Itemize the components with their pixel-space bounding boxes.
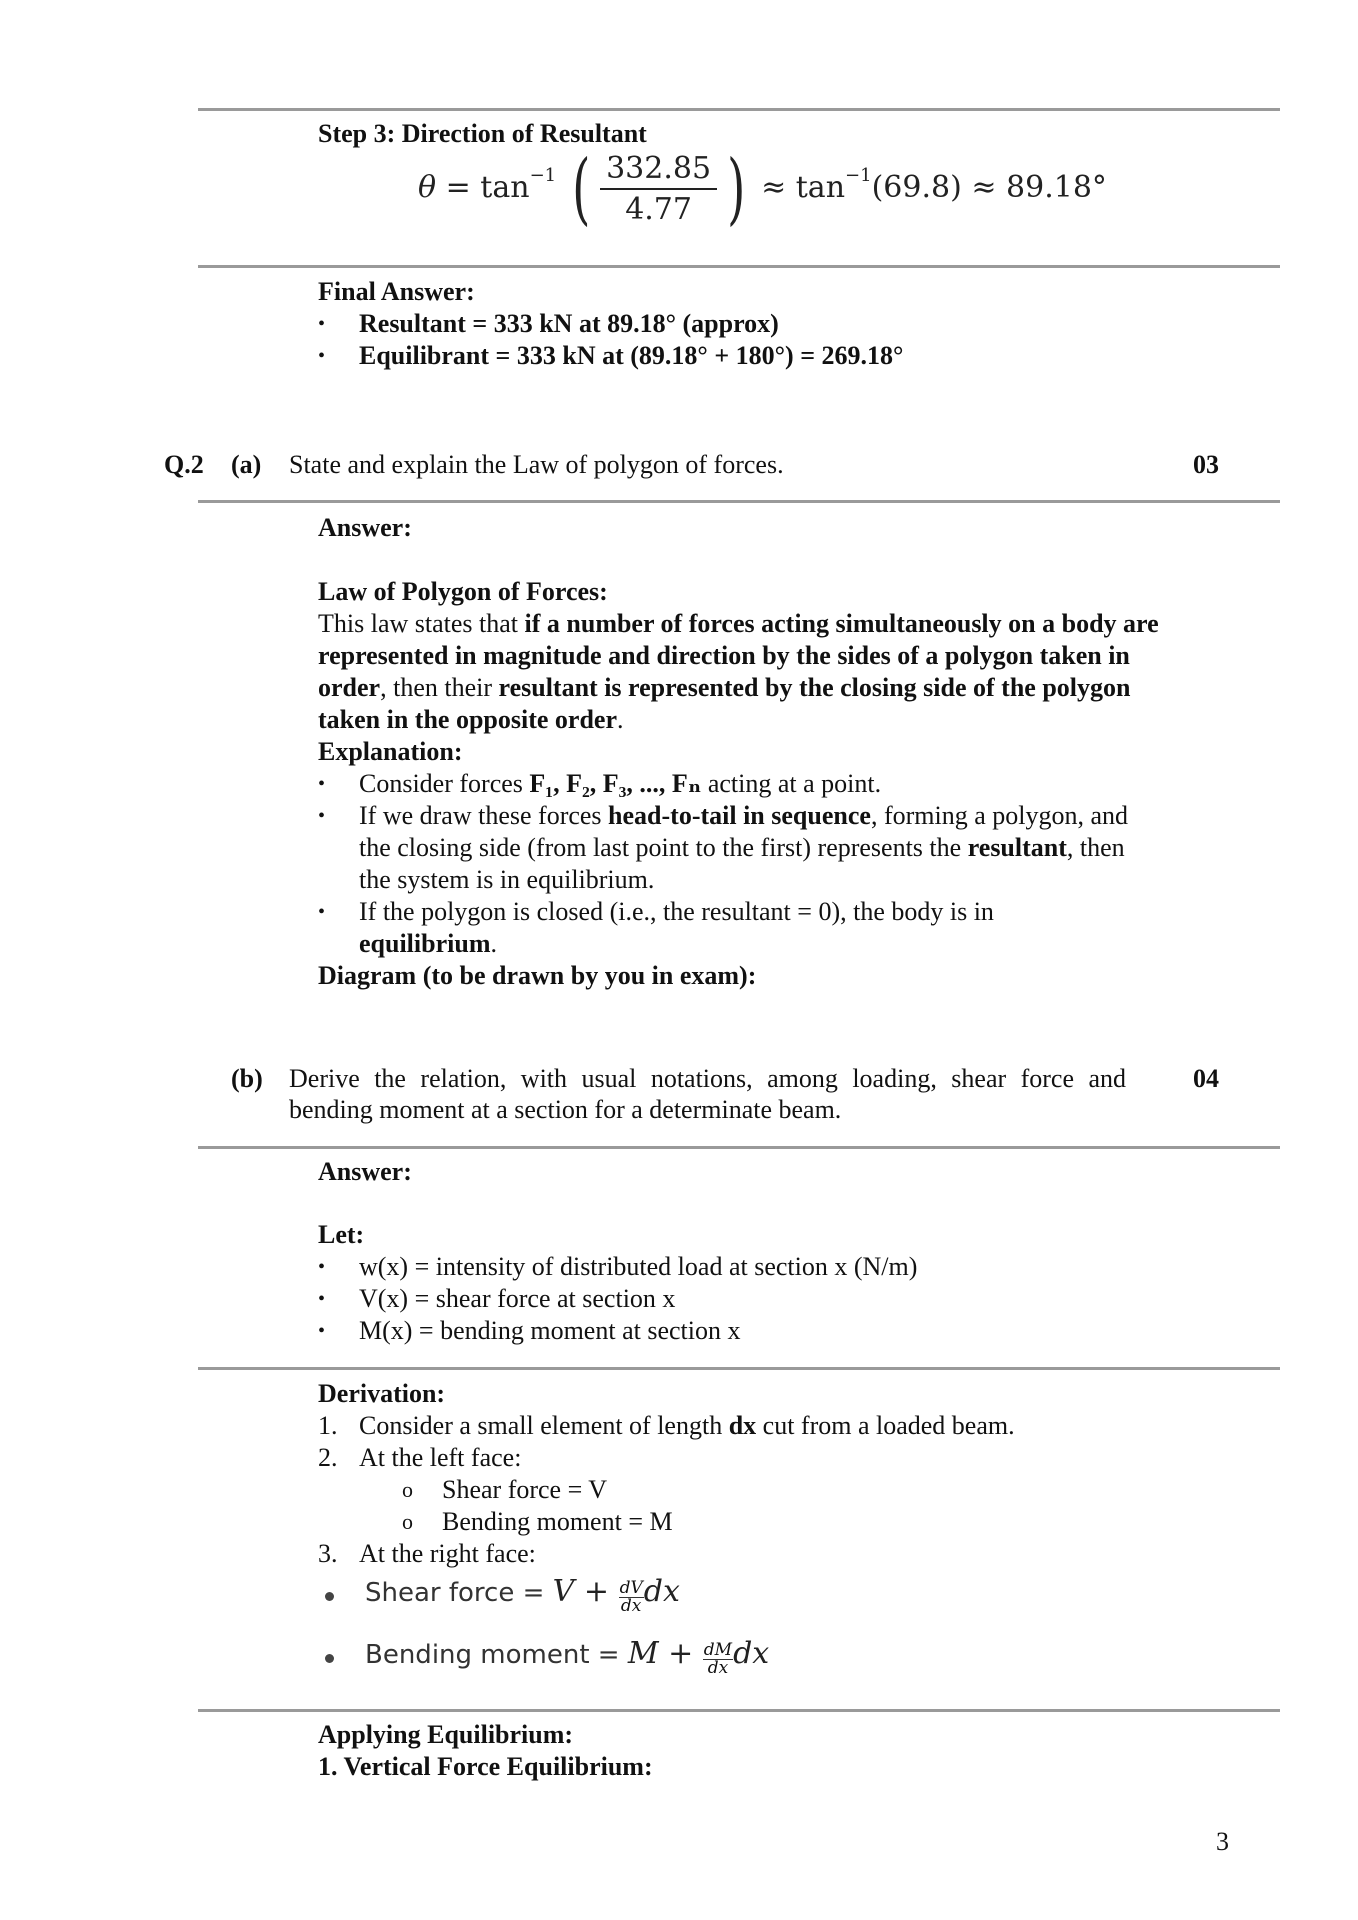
approx-sign: ≈ <box>761 170 787 205</box>
step-number: 2. <box>318 1443 338 1472</box>
derivative-numerator: dV <box>619 1577 643 1598</box>
approx-sign-2: ≈ <box>971 170 997 205</box>
divider-6 <box>198 1709 1280 1712</box>
part-b-question-line2: bending moment at a section for a determinate beam. <box>289 1095 842 1124</box>
step-text: cut from a loaded beam. <box>756 1411 1015 1440</box>
dx-term: dx <box>733 1636 770 1671</box>
page-number: 3 <box>1216 1827 1229 1856</box>
let-heading: Let: <box>318 1220 365 1249</box>
explanation-bullet-2 <box>359 800 1139 896</box>
inverse-superscript: −1 <box>529 165 557 186</box>
fraction-numerator: 332.85 <box>600 151 717 190</box>
final-answer-item: Equilibrant = 333 kN at (89.18° + 180°) = 269.18° <box>359 341 904 370</box>
variable-m: M <box>627 1636 659 1671</box>
equals-sign: = <box>445 170 471 205</box>
law-bold-text: resultant is represented by the closing side of the polygon taken in the opposite order <box>318 673 1131 734</box>
let-item: M(x) = bending moment at section x <box>359 1316 741 1345</box>
left-paren: ( <box>571 144 591 234</box>
bullet-icon: • <box>318 345 326 367</box>
explanation-heading: Explanation: <box>318 737 463 766</box>
bullet-icon: • <box>318 1256 326 1278</box>
bullet-icon: • <box>318 901 326 923</box>
part-a-label: (a) <box>231 450 262 479</box>
answer-heading-a: Answer: <box>318 513 412 542</box>
part-b-label: (b) <box>231 1064 263 1093</box>
bullet-text: Consider forces <box>359 769 530 798</box>
bullet-text: If we draw these forces <box>359 801 609 830</box>
derivation-heading: Derivation: <box>318 1379 446 1408</box>
tan-argument: (69.8) <box>871 170 962 205</box>
bullet-text: . <box>490 929 497 958</box>
dx-term: dx <box>728 1411 757 1440</box>
question-number: Q.2 <box>164 450 204 479</box>
dx-term: dx <box>643 1574 680 1609</box>
law-bold-text: if a number of forces acting simultaneously on a body are represented in magnitude and direction by the sides of a polygon taken in order <box>318 609 1159 702</box>
bullet-text: acting at a point. <box>701 769 882 798</box>
left-face-item: Shear force = V <box>442 1475 608 1504</box>
bullet-icon: • <box>318 805 326 827</box>
tan-function-2: tan <box>795 170 846 205</box>
top-divider <box>198 108 1280 111</box>
bullet-icon: • <box>318 1288 326 1310</box>
step-text: Consider a small element of length <box>359 1411 729 1440</box>
answer-heading-b: Answer: <box>318 1157 412 1186</box>
right-paren: ) <box>727 144 746 234</box>
direction-formula <box>418 144 1107 234</box>
divider-2 <box>198 265 1280 268</box>
bullet-icon: • <box>318 773 326 795</box>
bullet-icon: • <box>318 313 326 335</box>
law-text: , then their <box>380 673 499 702</box>
bullet-icon <box>325 1592 334 1601</box>
inverse-superscript-2: −1 <box>845 165 872 186</box>
fraction <box>600 151 717 227</box>
bullet-text: If the polygon is closed (i.e., the resultant = 0), the body is in <box>359 897 994 926</box>
bullet-text: , forming a polygon, and the closing side (from last point to the first) represents the <box>359 801 1129 862</box>
fraction-denominator: 4.77 <box>625 192 692 227</box>
let-item: V(x) = shear force at section x <box>359 1284 676 1313</box>
applying-heading: Applying Equilibrium: <box>318 1720 574 1749</box>
step-number: 3. <box>318 1539 338 1568</box>
bullet-text: , then the system is in equilibrium. <box>359 833 1125 894</box>
law-heading: Law of Polygon of Forces: <box>318 577 608 606</box>
equation-label: Shear force = <box>365 1578 553 1608</box>
bullet-bold-text: equilibrium <box>359 929 491 958</box>
derivation-step-1 <box>359 1410 1015 1442</box>
bullet-bold-text: head-to-tail in sequence <box>608 801 871 830</box>
right-shear-equation <box>365 1574 680 1615</box>
part-a-question: State and explain the Law of polygon of forces. <box>289 450 784 479</box>
diagram-note: Diagram (to be drawn by you in exam): <box>318 961 757 990</box>
step3-heading: Step 3: Direction of Resultant <box>318 119 647 148</box>
theta-symbol: θ <box>418 170 437 205</box>
sub-bullet-icon: o <box>402 1509 413 1534</box>
derivation-step-3: At the right face: <box>359 1539 536 1568</box>
derivative-fraction <box>619 1577 644 1616</box>
law-text: . <box>617 705 624 734</box>
explanation-bullet-3 <box>359 896 1079 960</box>
final-answer-heading: Final Answer: <box>318 277 475 306</box>
part-b-marks: 04 <box>1193 1064 1219 1093</box>
variable-v: V <box>552 1574 575 1609</box>
final-answer-item: Resultant = 333 kN at 89.18° (approx) <box>359 309 779 338</box>
right-moment-equation <box>365 1636 769 1677</box>
let-item: w(x) = intensity of distributed load at section x (N/m) <box>359 1252 918 1281</box>
law-statement <box>318 608 1168 736</box>
tan-function: tan <box>480 170 530 205</box>
divider-3 <box>198 500 1280 503</box>
bullet-icon: • <box>318 1320 326 1342</box>
sub-bullet-icon: o <box>402 1477 413 1502</box>
derivative-fraction <box>703 1639 733 1678</box>
divider-4 <box>198 1146 1280 1149</box>
forces-list: F₁, F₂, F₃, ..., Fₙ <box>529 769 702 798</box>
left-face-item: Bending moment = M <box>442 1507 673 1536</box>
derivative-denominator: dx <box>707 1657 729 1678</box>
explanation-bullet-1 <box>359 768 1159 800</box>
part-a-marks: 03 <box>1193 450 1219 479</box>
plus-sign: + <box>668 1636 694 1671</box>
bullet-bold-text: resultant <box>967 833 1067 862</box>
equation-label: Bending moment = <box>365 1640 628 1670</box>
law-text: This law states that <box>318 609 525 638</box>
part-b-question-line1: Derive the relation, with usual notations, among loading, shear force and <box>289 1064 1126 1093</box>
step-number: 1. <box>318 1411 338 1440</box>
derivation-step-2: At the left face: <box>359 1443 522 1472</box>
vertical-heading: 1. Vertical Force Equilibrium: <box>318 1752 653 1781</box>
derivative-denominator: dx <box>620 1595 642 1616</box>
angle-result: 89.18° <box>1006 170 1107 205</box>
plus-sign: + <box>583 1574 610 1609</box>
bullet-icon <box>325 1654 334 1663</box>
derivative-numerator: dM <box>703 1639 733 1660</box>
divider-5 <box>198 1367 1280 1370</box>
